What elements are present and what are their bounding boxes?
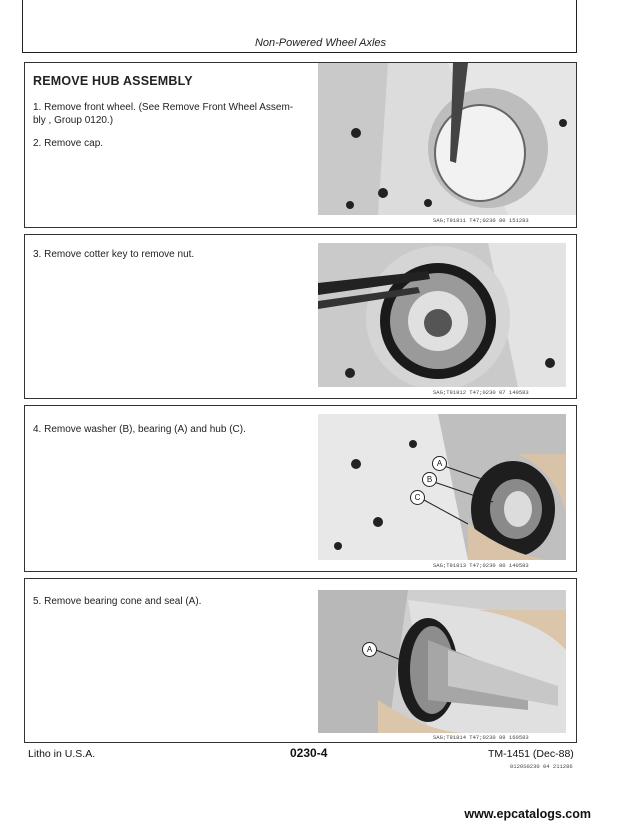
photo-cotter-key — [318, 243, 566, 387]
photo-code: SAG;T91812 T47;0230 07 140583 — [433, 389, 529, 396]
photo-bearing-cone-seal — [318, 590, 566, 733]
footer-page-number: 0230-4 — [290, 746, 328, 760]
step-4: 4. Remove washer (B), bearing (A) and hub (C). — [33, 424, 246, 435]
callout-c-label: C — [414, 493, 421, 502]
section-title: REMOVE HUB ASSEMBLY — [33, 74, 193, 88]
photo-washer-bearing-hub — [318, 414, 566, 560]
header-rule — [22, 52, 577, 53]
callout-a — [362, 642, 377, 657]
footer-litho: Litho in U.S.A. — [28, 748, 96, 760]
panel-remove-cotter-key — [24, 234, 577, 399]
step-2: 2. Remove cap. — [33, 138, 104, 149]
page-header-title: Non-Powered Wheel Axles — [254, 37, 387, 49]
callout-b — [422, 472, 437, 487]
panel-remove-bearing-cone-seal — [24, 578, 577, 743]
footer-sub-code: 0120S0230 04 211286 — [510, 763, 573, 770]
watermark: www.epcatalogs.com — [464, 807, 591, 821]
photo-hub-cap — [318, 63, 576, 215]
step-1-line-2: bly , Group 0120.) — [33, 115, 114, 126]
step-3: 3. Remove cotter key to remove nut. — [33, 249, 195, 260]
callout-a-label: A — [366, 645, 373, 654]
callout-a — [432, 456, 447, 471]
callout-a-label: A — [436, 459, 443, 468]
panel-remove-hub-assembly — [24, 62, 577, 228]
photo-code: SAG;T91814 T47;0230 89 160583 — [433, 734, 529, 741]
photo-code: SAG;T91813 T47;0230 80 140583 — [433, 562, 529, 569]
callout-b-label: B — [426, 475, 433, 484]
step-5: 5. Remove bearing cone and seal (A). — [33, 596, 202, 607]
step-1-line-1: 1. Remove front wheel. (See Remove Front Wheel Assem- — [33, 102, 294, 113]
footer-tm-number: TM-1451 (Dec-88) — [488, 748, 574, 760]
callout-c — [410, 490, 425, 505]
panel-remove-washer-bearing-hub — [24, 405, 577, 572]
photo-code: SAG;T91811 T47;0230 80 151283 — [433, 217, 529, 224]
